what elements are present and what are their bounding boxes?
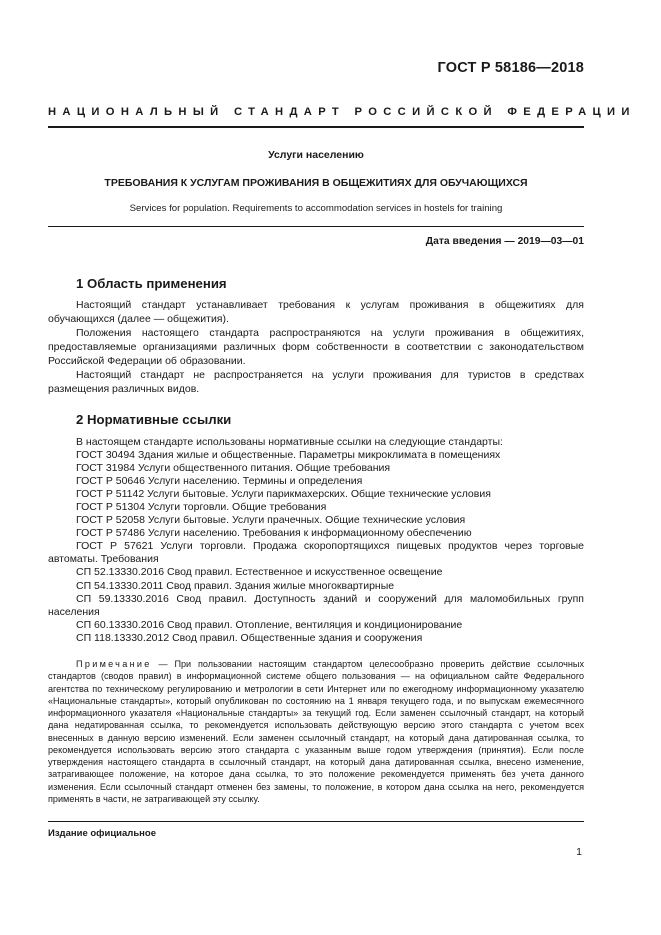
header-divider <box>48 126 584 128</box>
page-number: 1 <box>576 846 582 858</box>
reference-item: ГОСТ Р 51142 Услуги бытовые. Услуги парикмахерских. Общие технические условия <box>76 488 491 501</box>
title-divider <box>48 226 584 227</box>
section-2-heading: 2 Нормативные ссылки <box>76 412 232 427</box>
introduction-date: Дата введения — 2019—03—01 <box>425 236 584 247</box>
official-edition-label: Издание официальное <box>48 828 156 839</box>
reference-item: СП 52.13330.2016 Свод правил. Естественное и искусственное освещение <box>76 566 443 579</box>
reference-item: СП 118.13330.2012 Свод правил. Общественные здания и сооружения <box>76 631 423 644</box>
reference-item: СП 54.13330.2011 Свод правил. Здания жилые многоквартирные <box>76 579 395 592</box>
section-1-heading: 1 Область применения <box>76 276 227 291</box>
document-subtitle: Услуги населению <box>268 149 364 161</box>
document-title: ТРЕБОВАНИЯ К УСЛУГАМ ПРОЖИВАНИЯ В ОБЩЕЖИТИЯХ ДЛЯ ОБУЧАЮЩИХСЯ <box>104 177 528 189</box>
section-1-paragraph: Настоящий стандарт устанавливает требования к услугам проживания в общежитиях для обучающихся (далее — общежития). <box>48 299 584 326</box>
reference-item: ГОСТ Р 57621 Услуги торговли. Продажа скоропортящихся пищевых продуктов через торговые автоматы. Требования <box>48 540 584 566</box>
reference-item: ГОСТ 31984 Услуги общественного питания. Общие требования <box>76 462 391 475</box>
reference-item: ГОСТ 30494 Здания жилые и общественные. Параметры микроклимата в помещениях <box>76 449 501 462</box>
reference-item: СП 60.13330.2016 Свод правил. Отопление, вентиляция и кондиционирование <box>76 618 463 631</box>
reference-item: В настоящем стандарте использованы нормативные ссылки на следующие стандарты: <box>76 436 503 448</box>
footer-divider <box>48 821 584 822</box>
reference-item: ГОСТ Р 50646 Услуги населению. Термины и определения <box>76 475 363 488</box>
normative-references-list <box>48 436 584 645</box>
references-note <box>48 658 584 805</box>
section-1-paragraph: Настоящий стандарт не распространяется на услуги проживания для туристов в средствах размещения различных видов. <box>48 369 584 396</box>
section-1-paragraph: Положения настоящего стандарта распространяются на услуги проживания в общежитиях, предоставляемые организациями различных форм собственности в соответствии с законодательством Российской Федерации об образовании. <box>48 327 584 368</box>
national-standard-banner: НАЦИОНАЛЬНЫЙ СТАНДАРТ РОССИЙСКОЙ ФЕДЕРАЦИИ <box>48 106 636 118</box>
reference-item: ГОСТ Р 57486 Услуги населению. Требования к информационному обеспечению <box>76 527 472 540</box>
standard-code: ГОСТ Р 58186—2018 <box>437 60 584 76</box>
note-label: Примечание <box>76 659 152 669</box>
english-title: Services for population. Requirements to accommodation services in hostels for training <box>129 203 503 214</box>
reference-item: ГОСТ Р 52058 Услуги бытовые. Услуги прачечных. Общие технические условия <box>76 514 466 527</box>
reference-item: СП 59.13330.2016 Свод правил. Доступность зданий и сооружений для маломобильных групп населения <box>48 592 584 618</box>
reference-item: ГОСТ Р 51304 Услуги торговли. Общие требования <box>76 501 327 514</box>
note-text: — При пользовании настоящим стандартом целесообразно проверить действие ссылочных стандартов (сводов правил) в информационной системе общего пользования — на официальном сайте Федерального агентства по техническому регулированию и метрологии в сети Интернет или по ежегодному информационному указателю «Национальные стандарты», который опубликован по состоянию на 1 января текущего года, и по выпускам ежемесячного информационного указателя «Национальные стандарты» за текущий год. Если заменен ссылочный стандарт, на который дана недатированная ссылка, то рекомендуется использовать действующую версию этого стандарта с учетом всех внесенных в данную версию изменений. Если заменен ссылочный стандарт, на который дана датированная ссылка, то рекомендуется использовать версию этого стандарта с указанным выше годом утверждения (принятия). Если после утверждения настоящего стандарта в ссылочный стандарт, на который дана датированная ссылка, внесено изменение, затрагивающее положение, на которое дана ссылка, то это положение рекомендуется применять без учета данного изменения. Если ссылочный стандарт отменен без замены, то положение, в котором дана ссылка на него, рекомендуется применять в части, не затрагивающей эту ссылку. <box>48 659 584 804</box>
